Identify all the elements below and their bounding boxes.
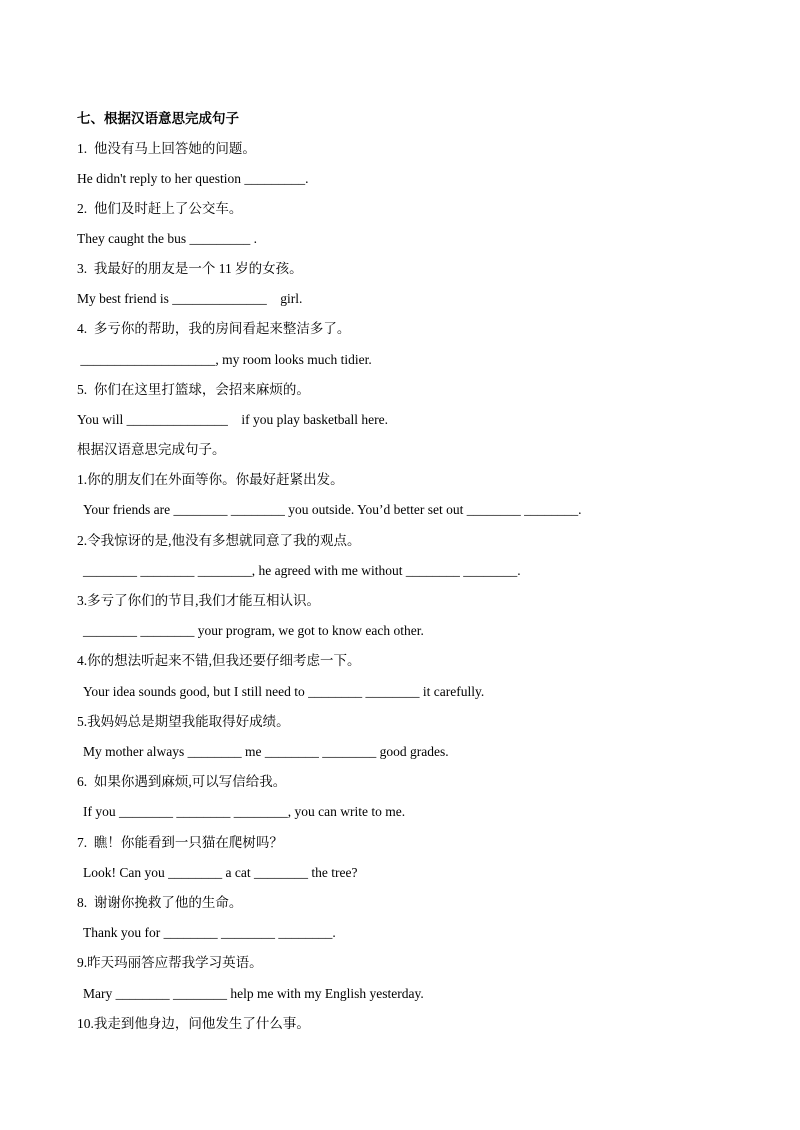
- question-en: ____________________, my room looks much tidier.: [77, 352, 372, 367]
- question-en: Thank you for ________ ________ ________.: [83, 925, 336, 940]
- question-cn: 7. 瞧！你能看到一只猫在爬树吗？: [77, 835, 283, 850]
- question-en: He didn't reply to her question _________.: [77, 171, 309, 186]
- question-en: Look! Can you ________ a cat ________ the tree?: [83, 865, 358, 880]
- question-cn: 10.我走到他身边，问他发生了什么事。: [77, 1016, 310, 1031]
- question-cn: 5.我妈妈总是期望我能取得好成绩。: [77, 714, 290, 729]
- question-cn: 9.昨天玛丽答应帮我学习英语。: [77, 955, 263, 970]
- question-cn: 4. 多亏你的帮助，我的房间看起来整洁多了。: [77, 321, 351, 336]
- question-en: You will _______________ if you play basketball here.: [77, 412, 388, 427]
- question-cn: 5. 你们在这里打篮球，会招来麻烦的。: [77, 382, 310, 397]
- question-cn: 2.令我惊讶的是,他没有多想就同意了我的观点。: [77, 533, 361, 548]
- question-cn: 3. 我最好的朋友是一个 11 岁的女孩。: [77, 261, 303, 276]
- question-en: My mother always ________ me ________ ________ good grades.: [83, 744, 449, 759]
- question-en: If you ________ ________ ________, you can write to me.: [83, 804, 406, 819]
- question-en: Mary ________ ________ help me with my English yesterday.: [83, 986, 424, 1001]
- question-en: Your friends are ________ ________ you outside. You’d better set out ________ ________.: [83, 502, 582, 517]
- question-cn: 1.你的朋友们在外面等你。你最好赶紧出发。: [77, 472, 344, 487]
- question-en: ________ ________ ________, he agreed with me without ________ ________.: [83, 563, 521, 578]
- question-en: They caught the bus _________ .: [77, 231, 257, 246]
- question-cn: 8. 谢谢你挽救了他的生命。: [77, 895, 243, 910]
- section-heading: 七、根据汉语意思完成句子: [77, 111, 239, 126]
- question-en: Your idea sounds good, but I still need to ________ ________ it carefully.: [83, 684, 485, 699]
- question-en: My best friend is ______________ girl.: [77, 291, 303, 306]
- question-cn: 4.你的想法听起来不错,但我还要仔细考虑一下。: [77, 653, 361, 668]
- question-cn: 3.多亏了你们的节目,我们才能互相认识。: [77, 593, 320, 608]
- part2-heading: 根据汉语意思完成句子。: [77, 442, 226, 457]
- question-cn: 1. 他没有马上回答她的问题。: [77, 141, 256, 156]
- question-en: ________ ________ your program, we got to know each other.: [83, 623, 424, 638]
- question-cn: 6. 如果你遇到麻烦,可以写信给我。: [77, 774, 287, 789]
- question-cn: 2. 他们及时赶上了公交车。: [77, 201, 243, 216]
